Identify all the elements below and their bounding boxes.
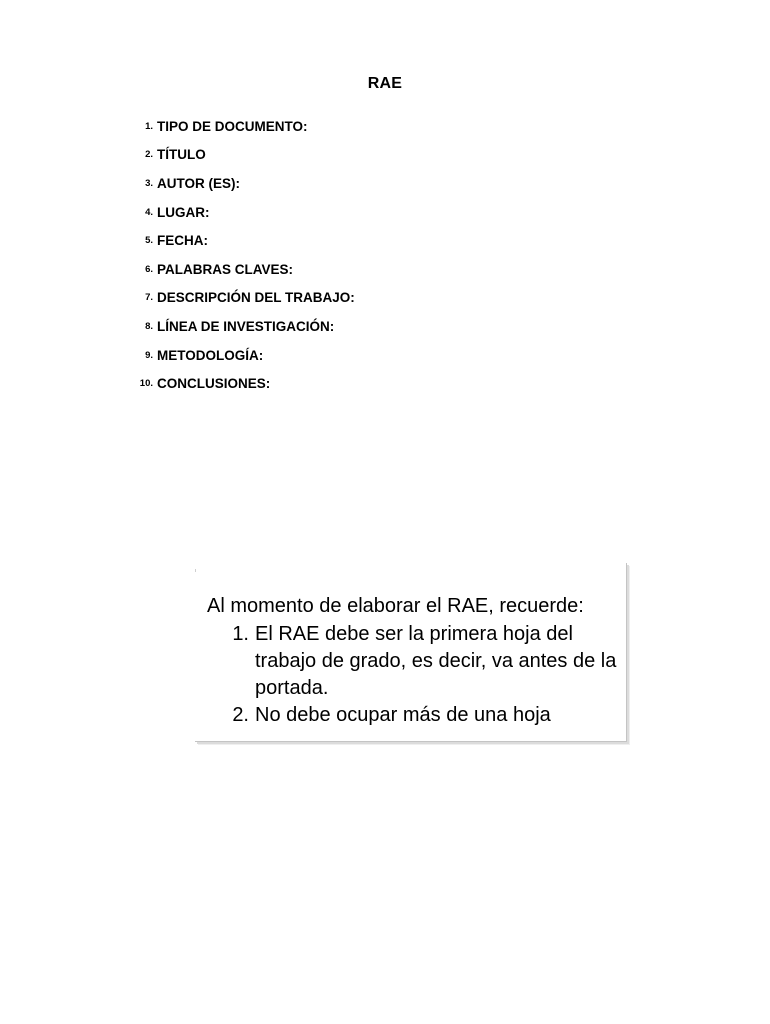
note-item [207,621,625,702]
field-label: CONCLUSIONES: [157,376,271,392]
field-item-metodologia [120,341,355,370]
note-item-text: No debe ocupar más de una hoja [255,704,551,726]
field-label: TIPO DE DOCUMENTO: [157,118,308,134]
note-list [207,621,625,729]
field-item-autor [120,169,355,198]
field-number: 10. [139,378,153,390]
field-number: 8. [145,320,153,332]
field-number: 7. [145,292,153,304]
field-label: METODOLOGÍA: [157,347,264,363]
field-number: 5. [145,235,153,247]
field-item-titulo [120,141,355,170]
field-item-descripcion [120,284,355,313]
page-title: RAE [367,75,403,92]
field-label: TÍTULO [157,147,206,163]
field-label: AUTOR (ES): [157,175,240,191]
field-item-linea-de-investigacion [120,312,355,341]
field-item-lugar [120,198,355,227]
field-number: 6. [145,263,153,275]
field-label: PALABRAS CLAVES: [157,261,294,277]
note-heading: Al momento de elaborar el RAE, recuerde: [207,595,584,617]
note-item-text: El RAE debe ser la primera hoja del trabajo de grado, es decir, va antes de la portada. [255,623,617,699]
field-number: 3. [145,177,153,189]
field-item-palabras-claves [120,255,355,284]
field-item-conclusiones [120,369,355,398]
field-label: LUGAR: [157,204,210,220]
field-number: 9. [145,349,153,361]
field-number: 4. [145,206,153,218]
field-list [120,112,355,398]
field-label: FECHA: [157,233,208,249]
reminder-note-box [195,563,627,742]
field-number: 2. [145,149,153,161]
note-item [207,702,625,729]
note-item-number: 2. [232,704,249,726]
field-item-tipo-de-documento [120,112,355,141]
field-label: DESCRIPCIÓN DEL TRABAJO: [157,290,355,306]
field-number: 1. [145,120,153,132]
field-item-fecha [120,226,355,255]
field-label: LÍNEA DE INVESTIGACIÓN: [157,318,335,334]
note-item-number: 1. [232,623,249,645]
